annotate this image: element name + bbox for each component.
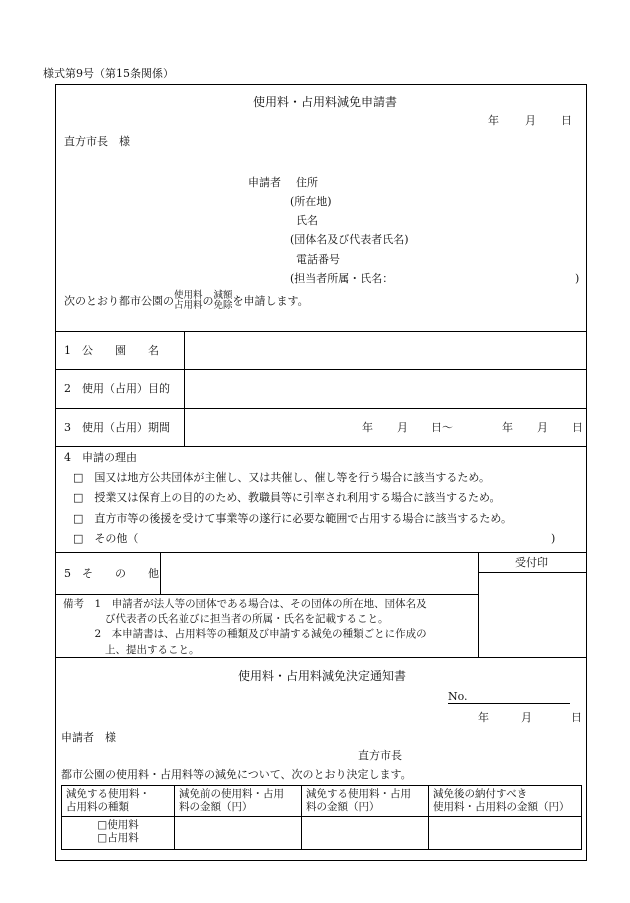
reason-other-close: ) <box>551 532 556 545</box>
reason-checkbox-item[interactable]: □ 直方市等の後援を受けて事業等の遂行に必要な範囲で占用する場合に該当するため。 <box>73 512 512 525</box>
applicant-address-sub: (所在地) <box>290 195 332 208</box>
divider <box>478 572 587 573</box>
decision-statement: 都市公園の使用料・占用料等の減免について、次のとおり決定します。 <box>61 768 412 781</box>
divider <box>55 331 587 332</box>
table-header-cell: 減免する使用料・占用 料の金額（円） <box>302 786 429 817</box>
fee-type-cell <box>62 817 175 850</box>
divider <box>55 552 587 553</box>
decision-date-year: 年 <box>478 711 489 724</box>
period-end-month: 月 <box>537 421 548 434</box>
divider <box>55 594 478 595</box>
date-day: 日 <box>561 114 572 127</box>
purpose-label: 2 使用（占用）目的 <box>64 382 170 395</box>
date-year: 年 <box>488 114 499 127</box>
remark-line: び代表者の氏名並びに担当者の所属・氏名を記載すること。 <box>63 613 389 626</box>
remark-line: 2 本申請書は、占用料等の種類及び申請する減免の種類ごとに作成の <box>63 628 427 641</box>
amount-after-cell[interactable] <box>429 817 582 850</box>
divider <box>55 408 587 409</box>
park-name-label: 1 公 園 名 <box>64 344 159 357</box>
applicant-phone-label: 電話番号 <box>296 253 340 266</box>
applicant-contact-close: ) <box>575 272 580 285</box>
reason-checkbox-item[interactable]: □ 国又は地方公共団体が主催し、又は共催し、催し等を行う場合に該当するため。 <box>73 471 490 484</box>
fee-type-use-checkbox[interactable]: □使用料 <box>97 819 139 832</box>
applicant-heading: 申請者 <box>248 176 281 189</box>
decision-issuer: 直方市長 <box>358 749 402 762</box>
amount-before-cell[interactable] <box>175 817 302 850</box>
reason-heading: 4 申請の理由 <box>64 451 137 464</box>
other-label: 5 そ の 他 <box>64 567 159 580</box>
application-title: 使用料・占用料減免申請書 <box>253 95 398 109</box>
remarks <box>63 597 483 658</box>
applicant-contact: (担当者所属・氏名： <box>290 272 394 285</box>
remark-line: 上、提出すること。 <box>63 643 200 656</box>
table-row <box>62 817 582 850</box>
period-label: 3 使用（占用）期間 <box>64 421 170 434</box>
decision-no: No. <box>448 690 468 703</box>
reason-checkbox-item[interactable]: □ その他（ <box>73 532 139 545</box>
applicant-address-label: 住所 <box>296 176 318 189</box>
table-header-cell: 減免後の納付すべき 使用料・占用料の金額（円） <box>429 786 582 817</box>
table-header-row <box>62 786 582 817</box>
decision-date-month: 月 <box>521 711 532 724</box>
amount-reduced-cell[interactable] <box>302 817 429 850</box>
receipt-stamp-label: 受付印 <box>515 556 548 569</box>
divider <box>160 552 161 594</box>
application-statement: 次のとおり都市公園の 使用料 占用料 の 減額 免除 を申請します。 <box>64 290 309 311</box>
decision-no-underline <box>448 703 570 704</box>
form-label: 様式第9号（第15条関係） <box>43 67 174 80</box>
decision-addressee: 申請者 様 <box>61 731 116 744</box>
applicant-name-sub: (団体名及び代表者氏名) <box>290 233 409 246</box>
decision-table <box>61 785 582 850</box>
remark-line: 備考 1 申請者が法人等の団体である場合は、その団体の所在地、団体名及 <box>63 598 427 610</box>
date-month: 月 <box>525 114 536 127</box>
fee-type-occupy-checkbox[interactable]: □占用料 <box>97 832 139 845</box>
decision-date-day: 日 <box>571 711 582 724</box>
divider <box>55 369 587 370</box>
period-start-month: 月 <box>397 421 408 434</box>
table-header-cell: 減免する使用料・ 占用料の種類 <box>62 786 175 817</box>
table-header-cell: 減免前の使用料・占用 料の金額（円） <box>175 786 302 817</box>
period-start-year: 年 <box>362 421 373 434</box>
decision-title: 使用料・占用料減免決定通知書 <box>238 669 407 683</box>
period-end-year: 年 <box>502 421 513 434</box>
addressee: 直方市長 様 <box>64 135 130 148</box>
divider <box>184 331 185 446</box>
period-end-day: 日 <box>572 421 583 434</box>
applicant-name-label: 氏名 <box>296 214 318 227</box>
period-start-day: 日〜 <box>431 421 453 434</box>
reason-checkbox-item[interactable]: □ 授業又は保育上の目的のため、教職員等に引率され利用する場合に該当するため。 <box>73 491 501 504</box>
divider <box>55 446 587 447</box>
